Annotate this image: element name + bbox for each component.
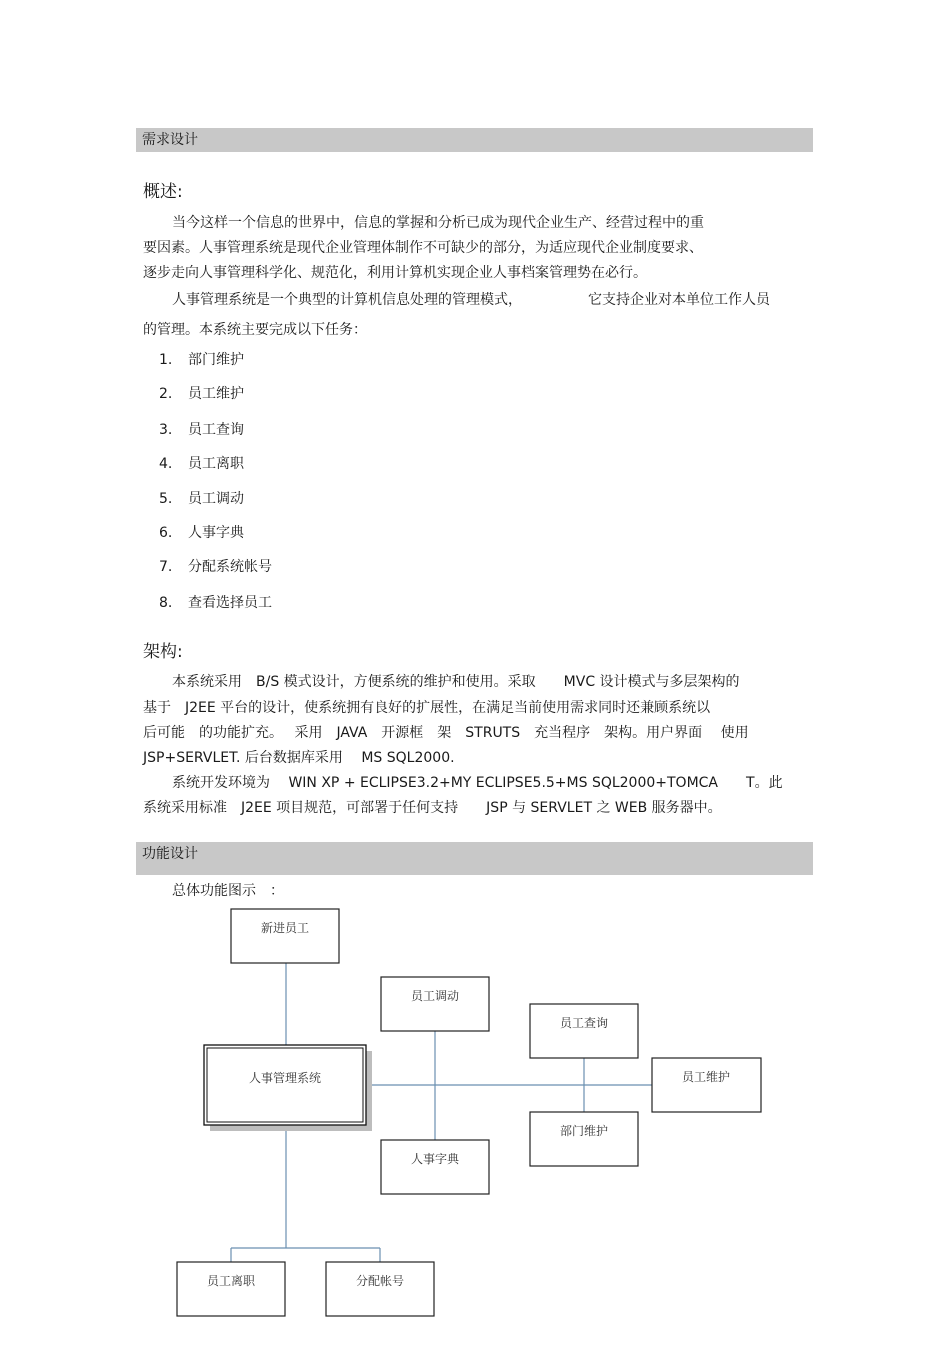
task-number: 8. bbox=[159, 595, 173, 611]
label-dictionary: 人事字典 bbox=[410, 1152, 460, 1166]
box-dictionary bbox=[381, 1140, 489, 1194]
label-account: 分配帐号 bbox=[355, 1274, 405, 1288]
overview-line-1: 当今这样一个信息的世界中，信息的掌握和分析已成为现代企业生产、经营过程中的重 bbox=[172, 215, 704, 231]
label-new-employee: 新进员工 bbox=[260, 921, 310, 935]
task-number: 4. bbox=[159, 456, 173, 472]
box-query bbox=[530, 1004, 638, 1058]
label-transfer: 员工调动 bbox=[410, 989, 460, 1003]
system-box bbox=[204, 1045, 366, 1125]
label-dept: 部门维护 bbox=[559, 1124, 609, 1138]
task-number: 2. bbox=[159, 386, 173, 402]
task-label: 员工离职 bbox=[188, 456, 244, 472]
overview-heading: 概述: bbox=[143, 182, 183, 202]
task-number: 5. bbox=[159, 491, 173, 507]
section-title: 需求设计 bbox=[142, 132, 198, 148]
section-title: 功能设计 bbox=[142, 846, 198, 862]
label-resign: 员工离职 bbox=[206, 1274, 256, 1288]
box-transfer bbox=[381, 977, 489, 1031]
arch-line-2: 基于 J2EE 平台的设计，使系统拥有良好的扩展性，在满足当前使用需求同时还兼顾系统以 bbox=[143, 700, 711, 716]
box-maintain bbox=[652, 1058, 761, 1112]
box-dept bbox=[530, 1112, 638, 1166]
task-number: 3. bbox=[159, 422, 173, 438]
arch-line-5: 系统开发环境为 WIN XP + ECLIPSE3.2+MY ECLIPSE5.5+MS SQL2000+TOMCA T。此 bbox=[172, 775, 783, 791]
system-label: 人事管理系统 bbox=[248, 1071, 322, 1085]
task-number: 1. bbox=[159, 352, 173, 368]
task-label: 员工查询 bbox=[188, 422, 244, 438]
box-account bbox=[326, 1262, 434, 1316]
arch-line-1: 本系统采用 B/S 模式设计，方便系统的维护和使用。采取 MVC 设计模式与多层架构的 bbox=[172, 674, 740, 690]
task-label: 人事字典 bbox=[188, 525, 244, 541]
label-query: 员工查询 bbox=[559, 1016, 609, 1030]
task-number: 7. bbox=[159, 559, 173, 575]
arch-line-4: JSP+SERVLET. 后台数据库采用 MS SQL2000. bbox=[143, 750, 455, 766]
overview-line-3: 逐步走向人事管理科学化、规范化，利用计算机实现企业人事档案管理势在必行。 bbox=[143, 265, 647, 281]
overview-line-2: 要因素。人事管理系统是现代企业管理体制作不可缺少的部分，为适应现代企业制度要求、 bbox=[143, 240, 703, 256]
overview-line-5: 的管理。本系统主要完成以下任务： bbox=[143, 322, 367, 338]
architecture-heading: 架构: bbox=[143, 642, 183, 662]
overview-line-4a: 人事管理系统是一个典型的计算机信息处理的管理模式， bbox=[172, 292, 522, 308]
task-label: 部门维护 bbox=[188, 352, 244, 368]
task-number: 6. bbox=[159, 525, 173, 541]
arch-line-3: 后可能 的功能扩充。 采用 JAVA 开源框 架 STRUTS 充当程序 架构。用户界面 使用 bbox=[143, 725, 749, 741]
task-label: 员工维护 bbox=[188, 386, 244, 402]
task-label: 分配系统帐号 bbox=[188, 559, 272, 575]
diagram-caption: 总体功能图示 ： bbox=[172, 883, 284, 899]
label-maintain: 员工维护 bbox=[681, 1070, 731, 1084]
task-label: 员工调动 bbox=[188, 491, 244, 507]
task-label: 查看选择员工 bbox=[188, 595, 272, 611]
box-resign bbox=[177, 1262, 285, 1316]
overview-line-4b: 它支持企业对本单位工作人员 bbox=[588, 292, 770, 308]
arch-line-6: 系统采用标准 J2EE 项目规范，可部署于任何支持 JSP 与 SERVLET 之 WEB 服务器中。 bbox=[143, 800, 722, 816]
box-new-employee bbox=[231, 909, 339, 963]
